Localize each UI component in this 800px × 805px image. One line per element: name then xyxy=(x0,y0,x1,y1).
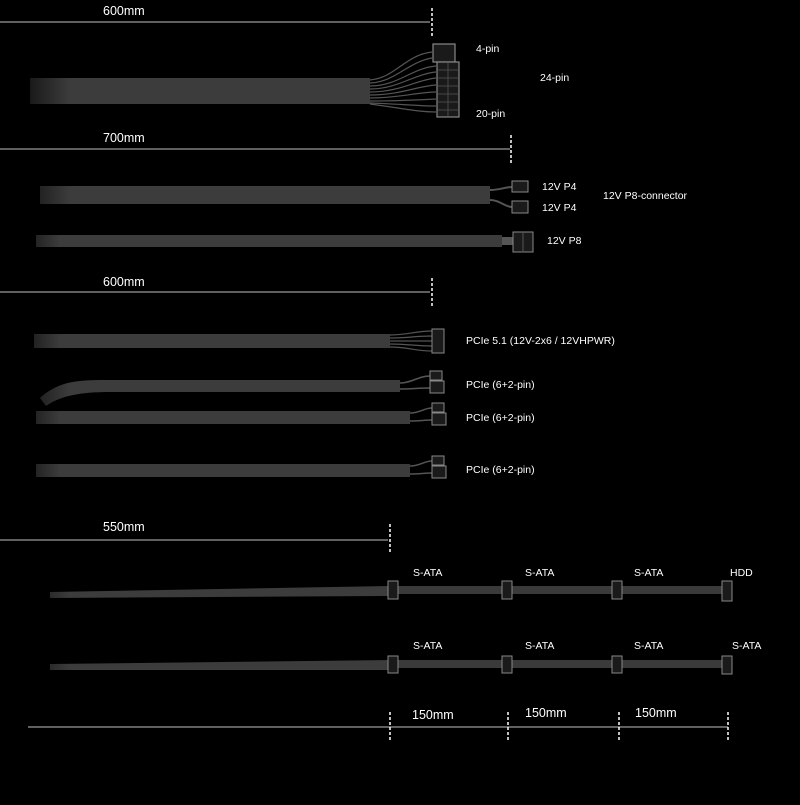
sata-cable-2 xyxy=(0,652,732,676)
label-sata2-c2: S-ATA xyxy=(525,640,555,652)
measure-segments xyxy=(28,712,728,742)
pcie-cable-3 xyxy=(0,456,446,482)
label-pcie-12vhpwr: PCIe 5.1 (12V-2x6 / 12VHPWR) xyxy=(466,335,615,347)
label-pcie-2: PCIe (6+2-pin) xyxy=(466,412,535,424)
measure-label-seg2: 150mm xyxy=(525,706,567,720)
label-12v-p4-bottom: 12V P4 xyxy=(542,202,577,214)
label-4pin: 4-pin xyxy=(476,43,500,55)
label-sata2-c3: S-ATA xyxy=(634,640,664,652)
measure-550mm xyxy=(0,524,390,554)
label-sata1-c2: S-ATA xyxy=(525,567,555,579)
label-pcie-1: PCIe (6+2-pin) xyxy=(466,379,535,391)
pcie-12vhpwr-cable xyxy=(0,326,444,356)
measure-600mm-top xyxy=(0,8,432,36)
label-24pin: 24-pin xyxy=(540,72,570,84)
label-12v-p8-connector: 12V P8-connector xyxy=(603,190,688,202)
label-sata2-c4: S-ATA xyxy=(732,640,762,652)
sata-cable-1 xyxy=(0,580,732,604)
label-sata2-c1: S-ATA xyxy=(413,640,443,652)
measure-600mm-mid xyxy=(0,278,432,306)
label-12v-p8: 12V P8 xyxy=(547,235,582,247)
atx-24pin-cable xyxy=(0,44,459,117)
label-12v-p4-top: 12V P4 xyxy=(542,181,577,193)
measure-label-seg1: 150mm xyxy=(412,708,454,722)
cpu-p4-cable xyxy=(0,180,528,213)
measure-label-seg3: 150mm xyxy=(635,706,677,720)
label-sata1-c3: S-ATA xyxy=(634,567,664,579)
label-sata1-c1: S-ATA xyxy=(413,567,443,579)
measure-label-700mm: 700mm xyxy=(103,131,145,145)
cpu-p8-cable xyxy=(0,228,533,256)
measure-label-600mm-top: 600mm xyxy=(103,4,145,18)
label-sata1-hdd: HDD xyxy=(730,567,753,579)
pcie-cable-1 xyxy=(0,370,444,410)
measure-label-600mm-mid: 600mm xyxy=(103,275,145,289)
measure-700mm xyxy=(0,135,511,163)
label-pcie-3: PCIe (6+2-pin) xyxy=(466,464,535,476)
label-20pin: 20-pin xyxy=(476,108,506,120)
measure-label-550mm: 550mm xyxy=(103,520,145,534)
